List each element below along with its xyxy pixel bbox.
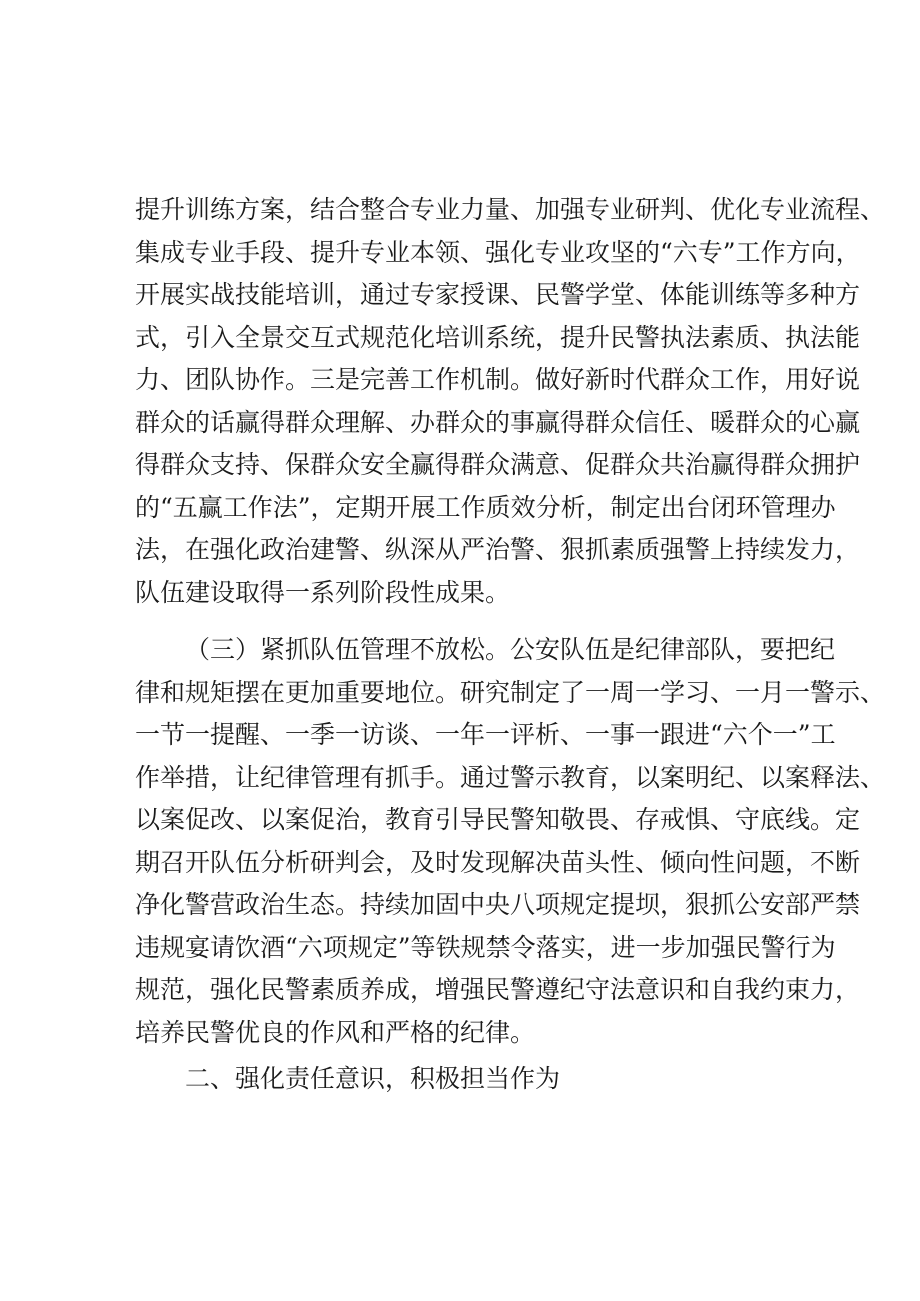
- text-line: 提升训练方案，结合整合专业力量、加强专业研判、优化专业流程、: [135, 195, 886, 224]
- text-line: 力、团队协作。三是完善工作机制。做好新时代群众工作，用好说: [135, 365, 861, 394]
- text-line: 法，在强化政治建警、纵深从严治警、狠抓素质强警上持续发力，: [135, 535, 861, 564]
- text-line: 净化警营政治生态。持续加固中央八项规定提坝，狠抓公安部严禁: [135, 890, 861, 919]
- text-line: 作举措，让纪律管理有抓手。通过警示教育，以案明纪、以案释法、: [135, 762, 886, 792]
- text-line: 群众的话赢得群众理解、办群众的事赢得群众信任、暖群众的心赢: [135, 407, 861, 437]
- text-line: 队伍建设取得一系列阶段性成果。: [135, 577, 511, 607]
- text-line: 得群众支持、保群众安全赢得群众满意、促群众共治赢得群众拥护: [135, 450, 861, 479]
- paragraph-team-management: [135, 629, 886, 1054]
- text-line: 的“五赢工作法”，定期开展工作质效分析，制定出台闭环管理办: [135, 492, 836, 522]
- text-line: 式，引入全景交互式规范化培训系统，提升民警执法素质、执法能: [135, 322, 861, 352]
- text-line: 培养民警优良的作风和严格的纪律。: [135, 1017, 536, 1047]
- text-line: 集成专业手段、提升专业本领、强化专业攻坚的“六专”工作方向，: [135, 237, 861, 267]
- text-line: 规范，强化民警素质养成，增强民警遵纪守法意识和自我约束力，: [135, 975, 861, 1004]
- text-line: 开展实战技能培训，通过专家授课、民警学堂、体能训练等多种方: [135, 280, 861, 309]
- text-line: 律和规矩摆在更加重要地位。研究制定了一周一学习、一月一警示、: [135, 677, 886, 707]
- paragraph-work-mechanism: [135, 189, 886, 614]
- section-title: 二、强化责任意识，积极担当作为: [185, 1064, 561, 1093]
- section-heading: [135, 1058, 790, 1101]
- text-line: 一节一提醒、一季一访谈、一年一评析、一事一跟进“六个一”工: [135, 720, 836, 749]
- text-line: 以案促改、以案促治，教育引导民警知敬畏、存戒惧、守底线。定: [135, 805, 861, 834]
- text-line: 期召开队伍分析研判会，及时发现解决苗头性、倾向性问题，不断: [135, 847, 861, 877]
- section-heading-line: （三）紧抓队伍管理不放松。公安队伍是纪律部队，要把纪: [185, 635, 836, 664]
- text-line: 违规宴请饮酒“六项规定”等铁规禁令落实，进一步加强民警行为: [135, 932, 836, 962]
